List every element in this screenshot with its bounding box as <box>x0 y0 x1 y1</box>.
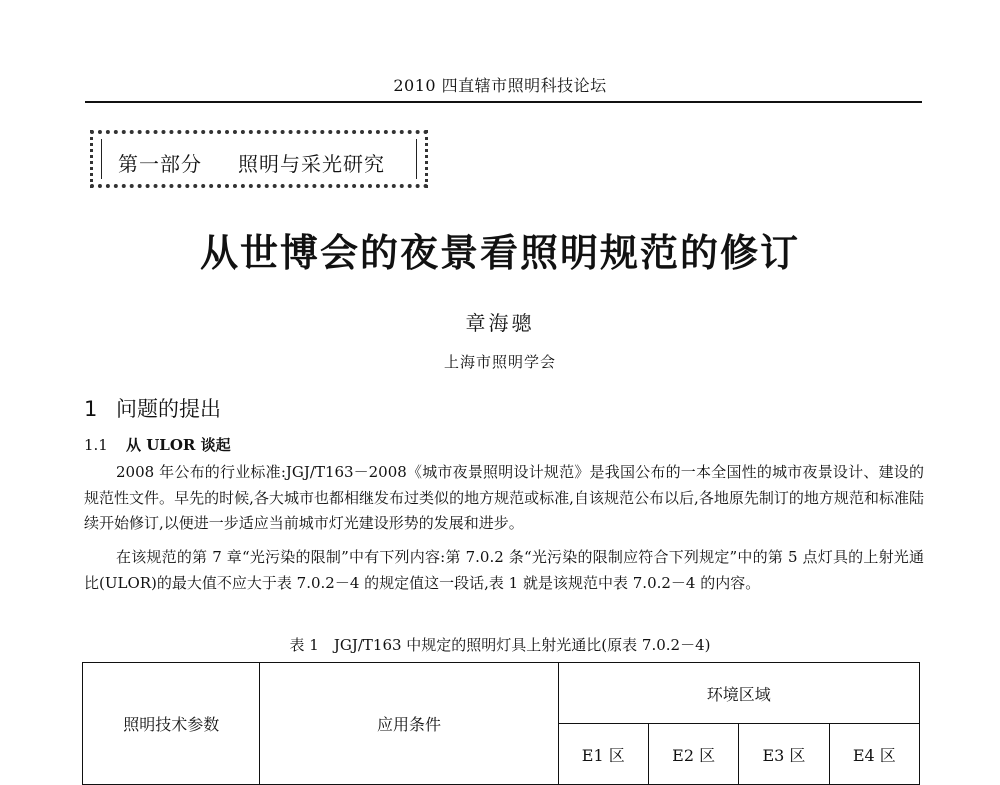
header-rule <box>85 101 922 103</box>
author-affiliation: 上海市照明学会 <box>443 353 556 371</box>
body-paragraph: 2008 年公布的行业标准:JGJ/T163－2008《城市夜景照明设计规范》是我国公布的一本全国性的城市夜景设计、建设的规范性文件。早先的时候,各大城市也都相继发布过类似的地方规范或标准,自该规范公布以后,各地原先制订的地方规范和标准陆续开始修订,以便进一步适应当前城市灯光建设形势的发展和进步。 <box>84 463 924 532</box>
header-cell-condition: 应用条件 <box>260 663 558 785</box>
section-title: 问题的提出 <box>116 397 221 421</box>
header-cell-zone: E3 区 <box>739 724 829 785</box>
header-cell-env-zone: 环境区域 <box>558 663 919 724</box>
header-cell-param: 照明技术参数 <box>83 663 260 785</box>
section-number: 1 <box>84 397 98 421</box>
subsection-title: 从 ULOR 谈起 <box>126 436 231 454</box>
header-cell-zone: E1 区 <box>558 724 648 785</box>
part-title: 照明与采光研究 <box>238 152 385 176</box>
article-title: 从世博会的夜景看照明规范的修订 <box>199 231 800 275</box>
body-paragraph: 在该规范的第 7 章“光污染的限制”中有下列内容:第 7.0.2 条“光污染的限制应符合下列规定”中的第 5 点灯具的上射光通比(ULOR)的最大值不应大于表 7.0.2－4 的规定值这一段话,表 1 就是该规范中表 7.0.2－4 的内容。 <box>84 548 924 592</box>
author-name: 章海骢 <box>465 311 535 335</box>
section-heading <box>84 393 221 423</box>
header-cell-zone: E2 区 <box>648 724 738 785</box>
subsection-number: 1.1 <box>84 436 108 454</box>
header-cell-zone: E4 区 <box>829 724 919 785</box>
part-label: 第一部分 <box>118 152 202 176</box>
running-header: 2010 四直辖市照明科技论坛 <box>393 76 607 95</box>
table-caption: 表 1 JGJ/T163 中规定的照明灯具上射光通比(原表 7.0.2－4) <box>289 636 711 654</box>
table-header-row <box>83 663 920 724</box>
ulor-table <box>82 662 920 785</box>
subsection-heading <box>84 434 231 455</box>
